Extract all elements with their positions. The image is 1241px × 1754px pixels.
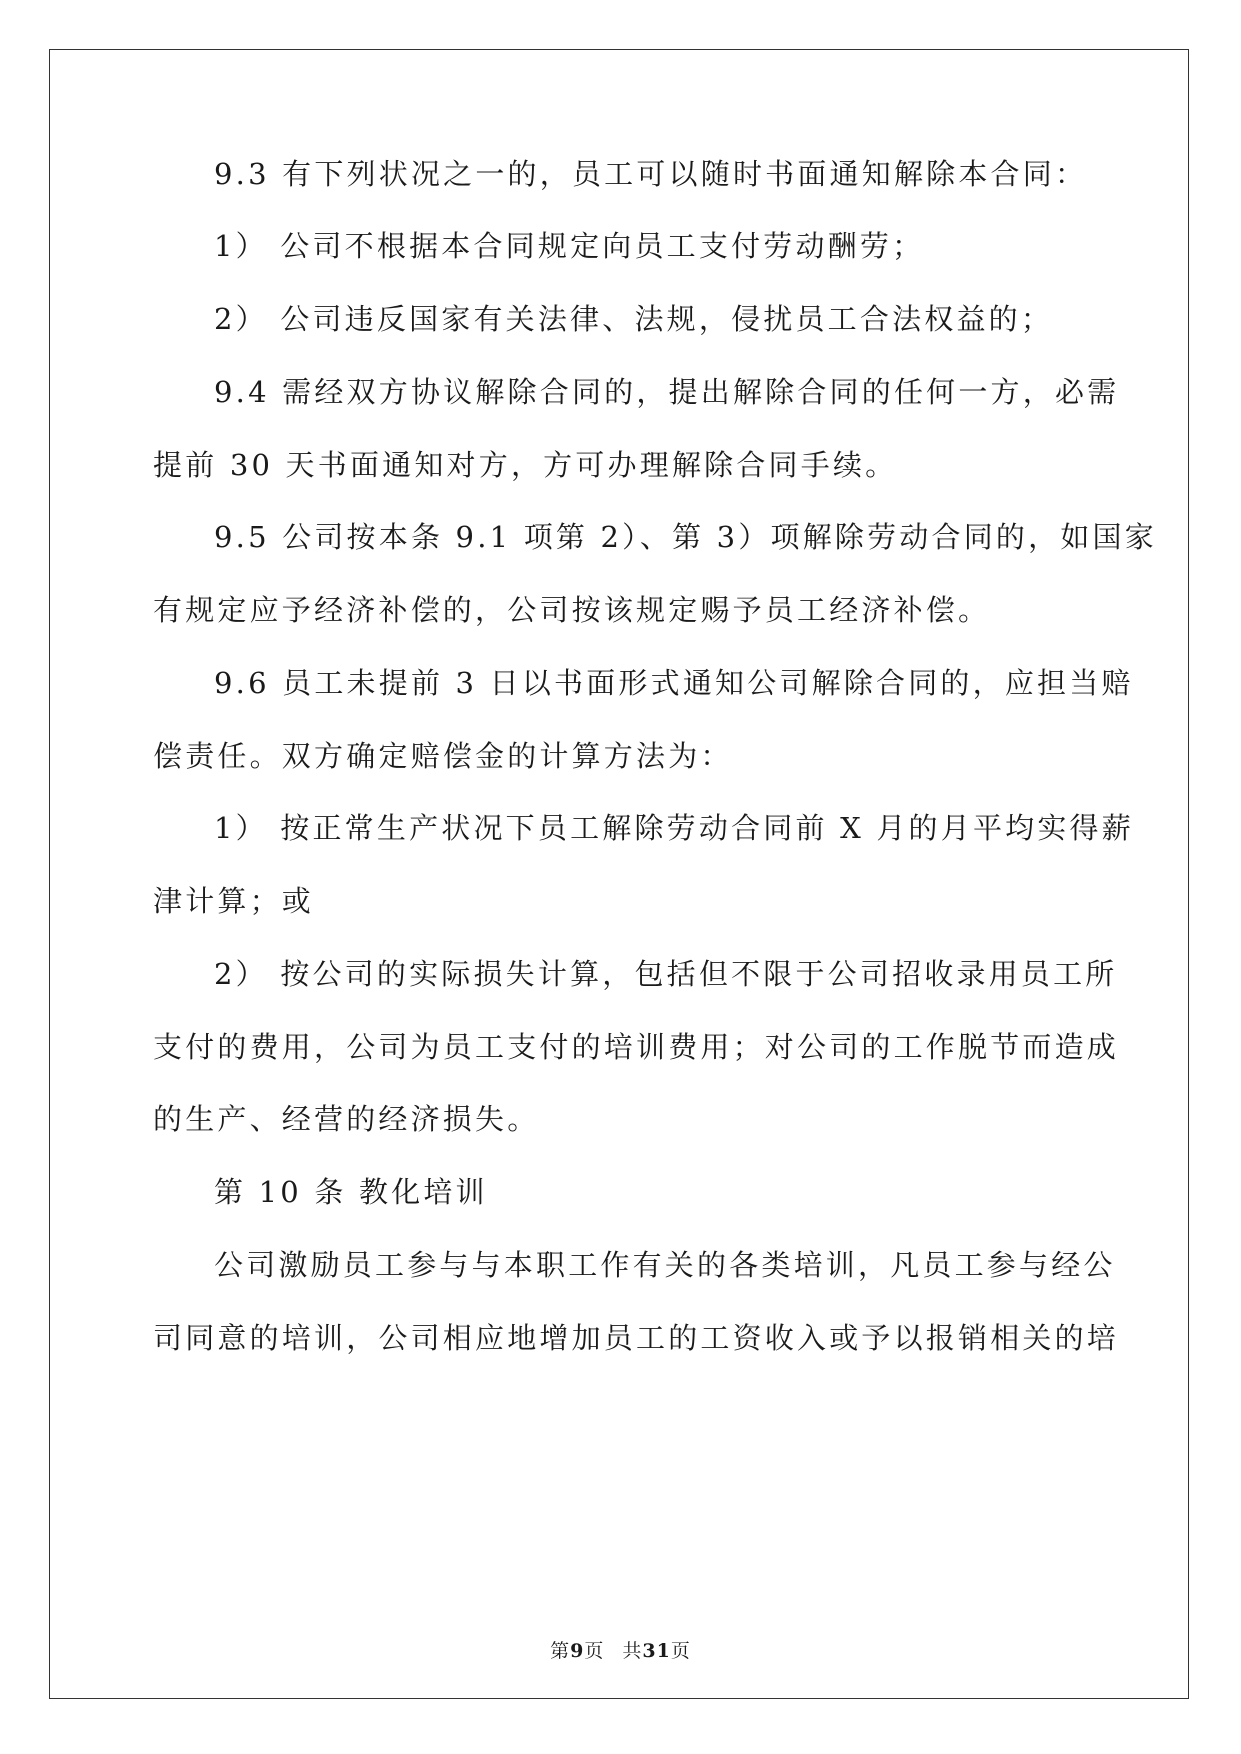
total-prefix: 共 [622, 1640, 643, 1662]
paragraph-line: 1） 按正常生产状况下员工解除劳动合同前 X 月的月平均实得薪 [214, 811, 1134, 845]
paragraph-line: 2） 公司违反国家有关法律、法规，侵扰员工合法权益的； [214, 302, 1054, 336]
page-suffix: 页 [584, 1640, 605, 1662]
section-heading: 第 10 条 教化培训 [214, 1175, 488, 1209]
total-pages: 31 [642, 1640, 671, 1662]
paragraph-line: 的生产、经营的经济损失。 [153, 1102, 540, 1136]
paragraph-line: 2） 按公司的实际损失计算，包括但不限于公司招收录用员工所 [214, 957, 1118, 991]
page-footer [0, 1636, 1241, 1663]
paragraph-line: 1） 公司不根据本合同规定向员工支付劳动酬劳； [214, 229, 925, 263]
total-suffix: 页 [670, 1640, 691, 1662]
paragraph-line: 有规定应予经济补偿的，公司按该规定赐予员工经济补偿。 [153, 593, 991, 627]
paragraph-line: 偿责任。双方确定赔偿金的计算方法为： [153, 739, 733, 773]
paragraph-line: 9.3 有下列状况之一的，员工可以随时书面通知解除本合同： [214, 157, 1088, 191]
page-number: 9 [570, 1640, 585, 1662]
paragraph-line: 提前 30 天书面通知对方，方可办理解除合同手续。 [153, 448, 898, 482]
paragraph-line: 公司激励员工参与与本职工作有关的各类培训，凡员工参与经公 [214, 1248, 1116, 1282]
paragraph-line: 9.6 员工未提前 3 日以书面形式通知公司解除合同的，应担当赔 [214, 666, 1134, 700]
page-border [49, 49, 1189, 1699]
paragraph-line: 津计算；或 [153, 884, 315, 918]
paragraph-line: 9.5 公司按本条 9.1 项第 2）、第 3）项解除劳动合同的，如国家 [214, 520, 1157, 554]
paragraph-line: 支付的费用，公司为员工支付的培训费用；对公司的工作脱节而造成 [153, 1030, 1120, 1064]
page-prefix: 第 [550, 1640, 571, 1662]
paragraph-line: 9.4 需经双方协议解除合同的，提出解除合同的任何一方，必需 [214, 375, 1120, 409]
paragraph-line: 司同意的培训，公司相应地增加员工的工资收入或予以报销相关的培 [153, 1321, 1120, 1355]
